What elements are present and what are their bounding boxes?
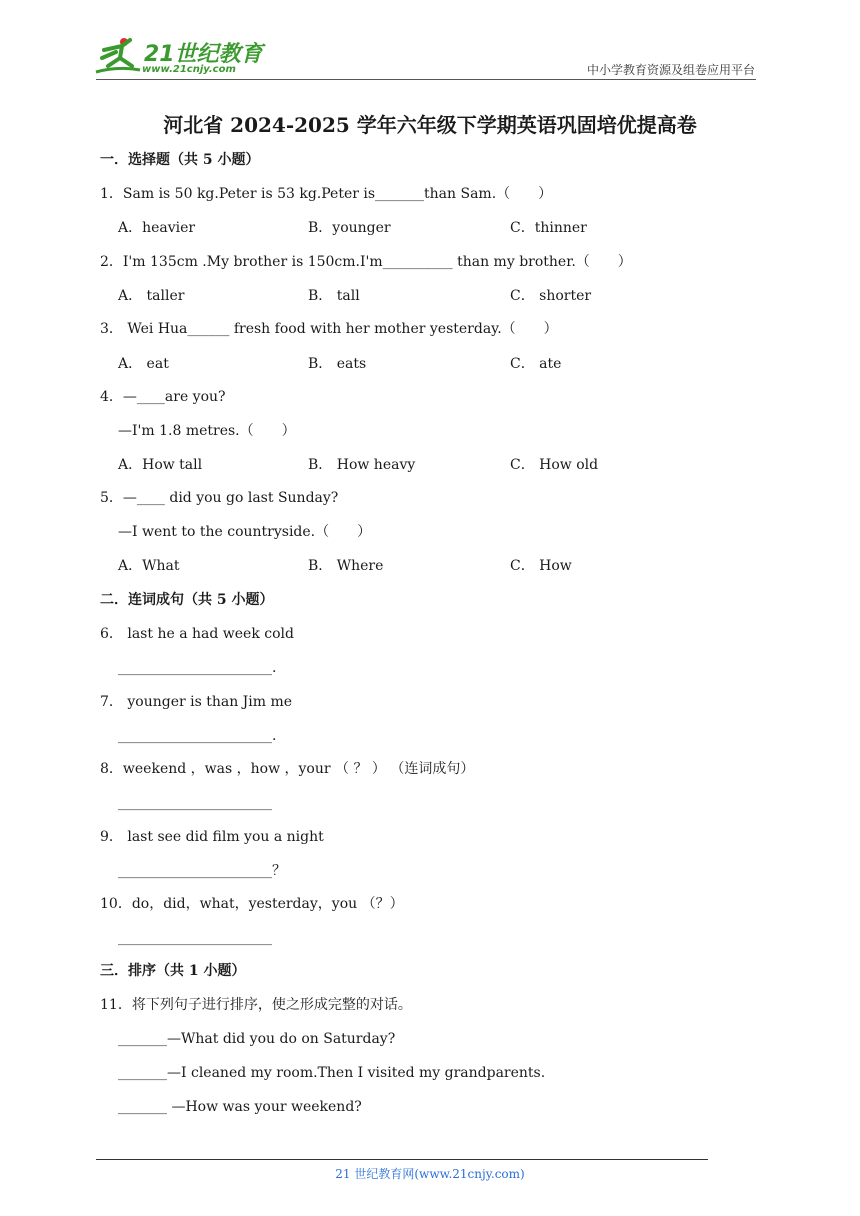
question-1: 1．Sam is 50 kg.Peter is 53 kg.Peter is_______than Sam.（ ） <box>100 186 553 202</box>
q8-answer-blank: ______________________ <box>118 795 272 811</box>
q3-option-a: A． eat <box>118 356 169 372</box>
question-7: 7． younger is than Jim me <box>100 694 293 710</box>
question-3: 3． Wei Hua______ fresh food with her mother yesterday.（ ） <box>100 321 558 337</box>
question-5: 5．—____ did you go last Sunday? <box>100 490 339 506</box>
q6-answer-blank: ______________________. <box>118 660 277 676</box>
question-9: 9． last see did film you a night <box>100 829 324 845</box>
q3-option-b: B． eats <box>308 356 367 372</box>
runner-logo-icon <box>94 36 142 76</box>
q4-option-c: C． How old <box>510 457 599 473</box>
q4-option-b: B． How heavy <box>308 457 416 473</box>
question-4-reply: —I'm 1.8 metres.（ ） <box>118 423 296 439</box>
q5-option-b: B． Where <box>308 558 384 574</box>
q5-option-a: A．What <box>118 558 180 574</box>
logo-brand-text: 21世纪教育 <box>144 42 263 67</box>
q2-option-c: C． shorter <box>510 288 592 304</box>
q9-answer-blank: ______________________？ <box>118 863 286 879</box>
q11-dialog-line: _______—What did you do on Saturday? <box>118 1031 396 1047</box>
logo-url-text: www.21cnjy.com <box>142 64 236 75</box>
q2-option-b: B． tall <box>308 288 360 304</box>
question-4: 4．—____are you? <box>100 389 226 405</box>
section-heading-sentence: 二．连词成句（共 5 小题） <box>100 592 274 608</box>
q4-option-a: A．How tall <box>118 457 203 473</box>
q3-option-c: C． ate <box>510 356 562 372</box>
q11-dialog-line: _______—I cleaned my room.Then I visited my grandparents. <box>118 1065 546 1081</box>
page-title: 河北省 2024-2025 学年六年级下学期英语巩固培优提高卷 <box>163 113 697 137</box>
q5-option-c: C． How <box>510 558 572 574</box>
q10-answer-blank: ______________________ <box>118 930 272 946</box>
question-5-reply: —I went to the countryside.（ ） <box>118 524 372 540</box>
question-6: 6． last he a had week cold <box>100 626 294 642</box>
header-divider <box>96 79 756 80</box>
question-11: 11．将下列句子进行排序，使之形成完整的对话。 <box>100 997 412 1013</box>
q1-option-c: C．thinner <box>510 220 587 236</box>
q1-option-b: B．younger <box>308 220 391 236</box>
section-heading-choice: 一．选择题（共 5 小题） <box>100 152 260 168</box>
header-platform-text: 中小学教育资源及组卷应用平台 <box>586 63 755 77</box>
footer-site-text: 21 世纪教育网(www.21cnjy.com) <box>335 1167 525 1181</box>
q11-dialog-line: _______ —How was your weekend? <box>118 1099 362 1115</box>
footer-divider <box>96 1159 708 1160</box>
q7-answer-blank: ______________________. <box>118 728 277 744</box>
question-2: 2．I'm 135cm .My brother is 150cm.I'm__________ than my brother.（ ） <box>100 254 632 270</box>
q2-option-a: A． taller <box>118 288 185 304</box>
question-10: 10．do，did，what，yesterday，you （？） <box>100 896 404 912</box>
site-logo <box>94 36 264 78</box>
question-8: 8．weekend ，was ，how ，your （ ？ ） （连词成句） <box>100 761 475 777</box>
section-heading-ordering: 三．排序（共 1 小题） <box>100 963 246 979</box>
q1-option-a: A．heavier <box>118 220 196 236</box>
